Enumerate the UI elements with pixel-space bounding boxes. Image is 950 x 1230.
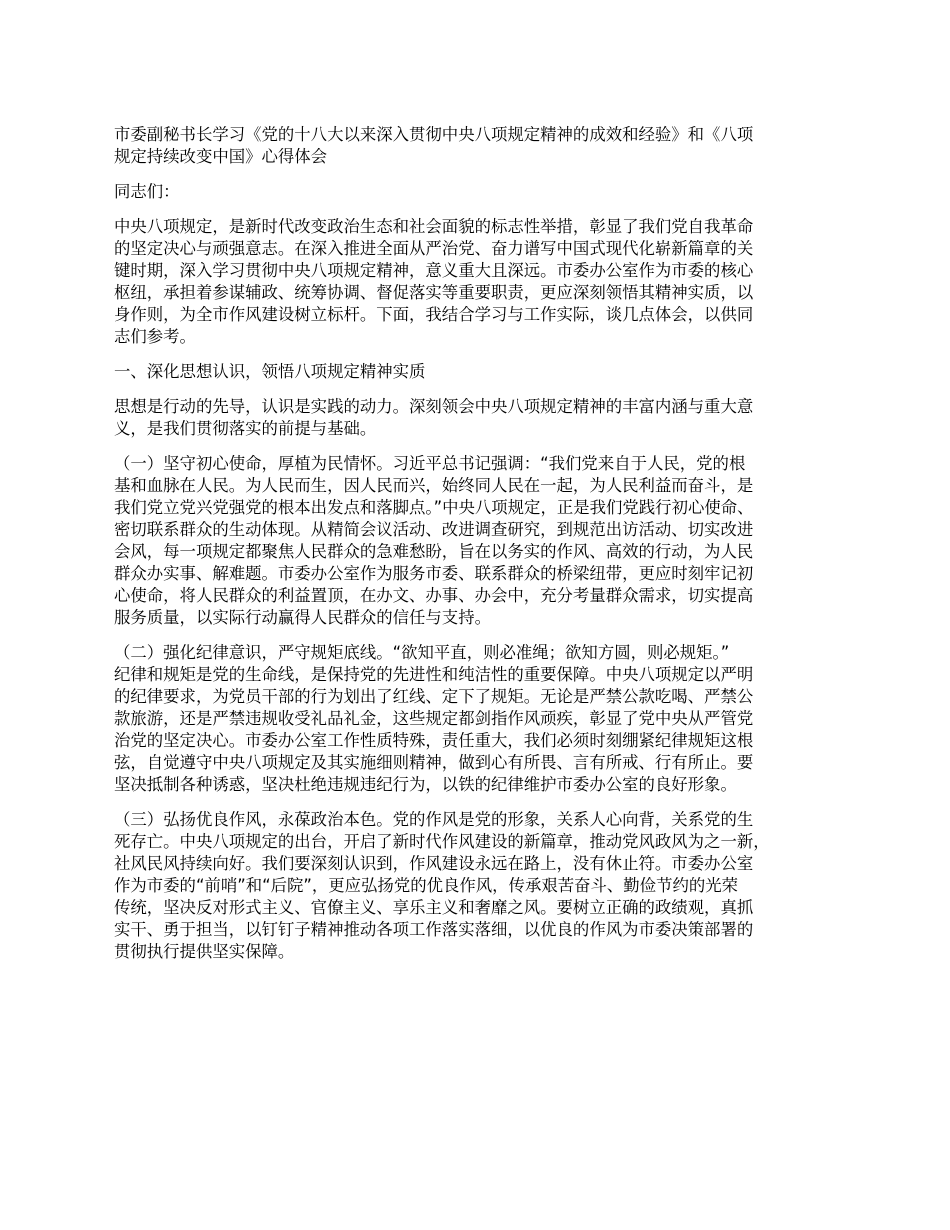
- point-two-paragraph: （二）强化纪律意识，严守规矩底线。“欲知平直，则必准绳；欲知方圆，则必规矩。” 纪律和规矩是党的生命线，是保持党的先进性和纯洁性的重要保障。中央八项规定以严明 的纪律要求，为党员干部的行为划出了红线、定下了规矩。无论是严禁公款吃喝、严禁公 款旅游，还是严禁违规收受礼品礼金，这些规定都剑指作风顽疾，彰显了党中央从严管党 治党的坚定决心。市委办公室工作性质特殊，责任重大，我们必须时刻绷紧纪律规矩这根 弦，自觉遵守中央八项规定及其实施细则精神，做到心有所畏、言有所戒、行有所止。要 坚决抵制各种诱惑，坚决杜绝违规违纪行为，以铁的纪律维护市委办公室的良好形象。: [114, 643, 754, 794]
- section-lead-paragraph: 思想是行动的先导，认识是实践的动力。深刻领会中央八项规定精神的丰富内涵与重大意 义，是我们贯彻落实的前提与基础。: [114, 397, 754, 438]
- point-three-paragraph: （三）弘扬优良作风，永葆政治本色。党的作风是党的形象，关系人心向背，关系党的生 死存亡。中央八项规定的出台，开启了新时代作风建设的新篇章，推动党风政风为之一新， 社风民风持续向好。我们要深刻认识到，作风建设永远在路上，没有休止符。市委办公室 作为市委的“前哨”和“后院”，更应弘扬党的优良作风，传承艰苦奋斗、勤俭节约的光荣 传统，坚决反对形式主义、官僚主义、享乐主义和奢靡之风。要树立正确的政绩观，真抓 实干、勇于担当，以钉钉子精神推动各项工作落实落细，以优良的作风为市委决策部署的 贯彻执行提供坚实保障。: [114, 810, 770, 961]
- point-one-paragraph: （一）坚守初心使命，厚植为民情怀。习近平总书记强调：“我们党来自于人民，党的根 基和血脉在人民。为人民而生，因人民而兴，始终同人民在一起，为人民利益而奋斗，是 我们党立党兴党强党的根本出发点和落脚点。”中央八项规定，正是我们党践行初心使命、 密切联系群众的生动体现。从精简会议活动、改进调查研究，到规范出访活动、切实改进 会风，每一项规定都聚焦人民群众的急难愁盼，旨在以务实的作风、高效的行动，为人民 群众办实事、解难题。市委办公室作为服务市委、联系群众的桥梁纽带，更应时刻牢记初 心使命，将人民群众的利益置顶，在办文、办事、办会中，充分考量群众需求，切实提高 服务质量，以实际行动赢得人民群众的信任与支持。: [114, 454, 754, 627]
- intro-paragraph: 中央八项规定，是新时代改变政治生态和社会面貌的标志性举措，彰显了我们党自我革命 的坚定决心与顽强意志。在深入推进全面从严治党、奋力谱写中国式现代化崭新篇章的关 键时期，深入学习贯彻中央八项规定精神，意义重大且深远。市委办公室作为市委的核心 枢纽，承担着参谋辅政、统筹协调、督促落实等重要职责，更应深刻领悟其精神实质，以 身作则，为全市作风建设树立标杆。下面，我结合学习与工作实际，谈几点体会，以供同 志们参考。: [114, 217, 754, 346]
- salutation: 同志们：: [114, 182, 180, 201]
- document-title: 市委副秘书长学习《党的十八大以来深入贯彻中央八项规定精神的成效和经验》和《八项 规定持续改变中国》心得体会: [114, 125, 754, 166]
- document-body: [114, 124, 842, 976]
- section-heading: 一、深化思想认识，领悟八项规定精神实质: [114, 362, 426, 381]
